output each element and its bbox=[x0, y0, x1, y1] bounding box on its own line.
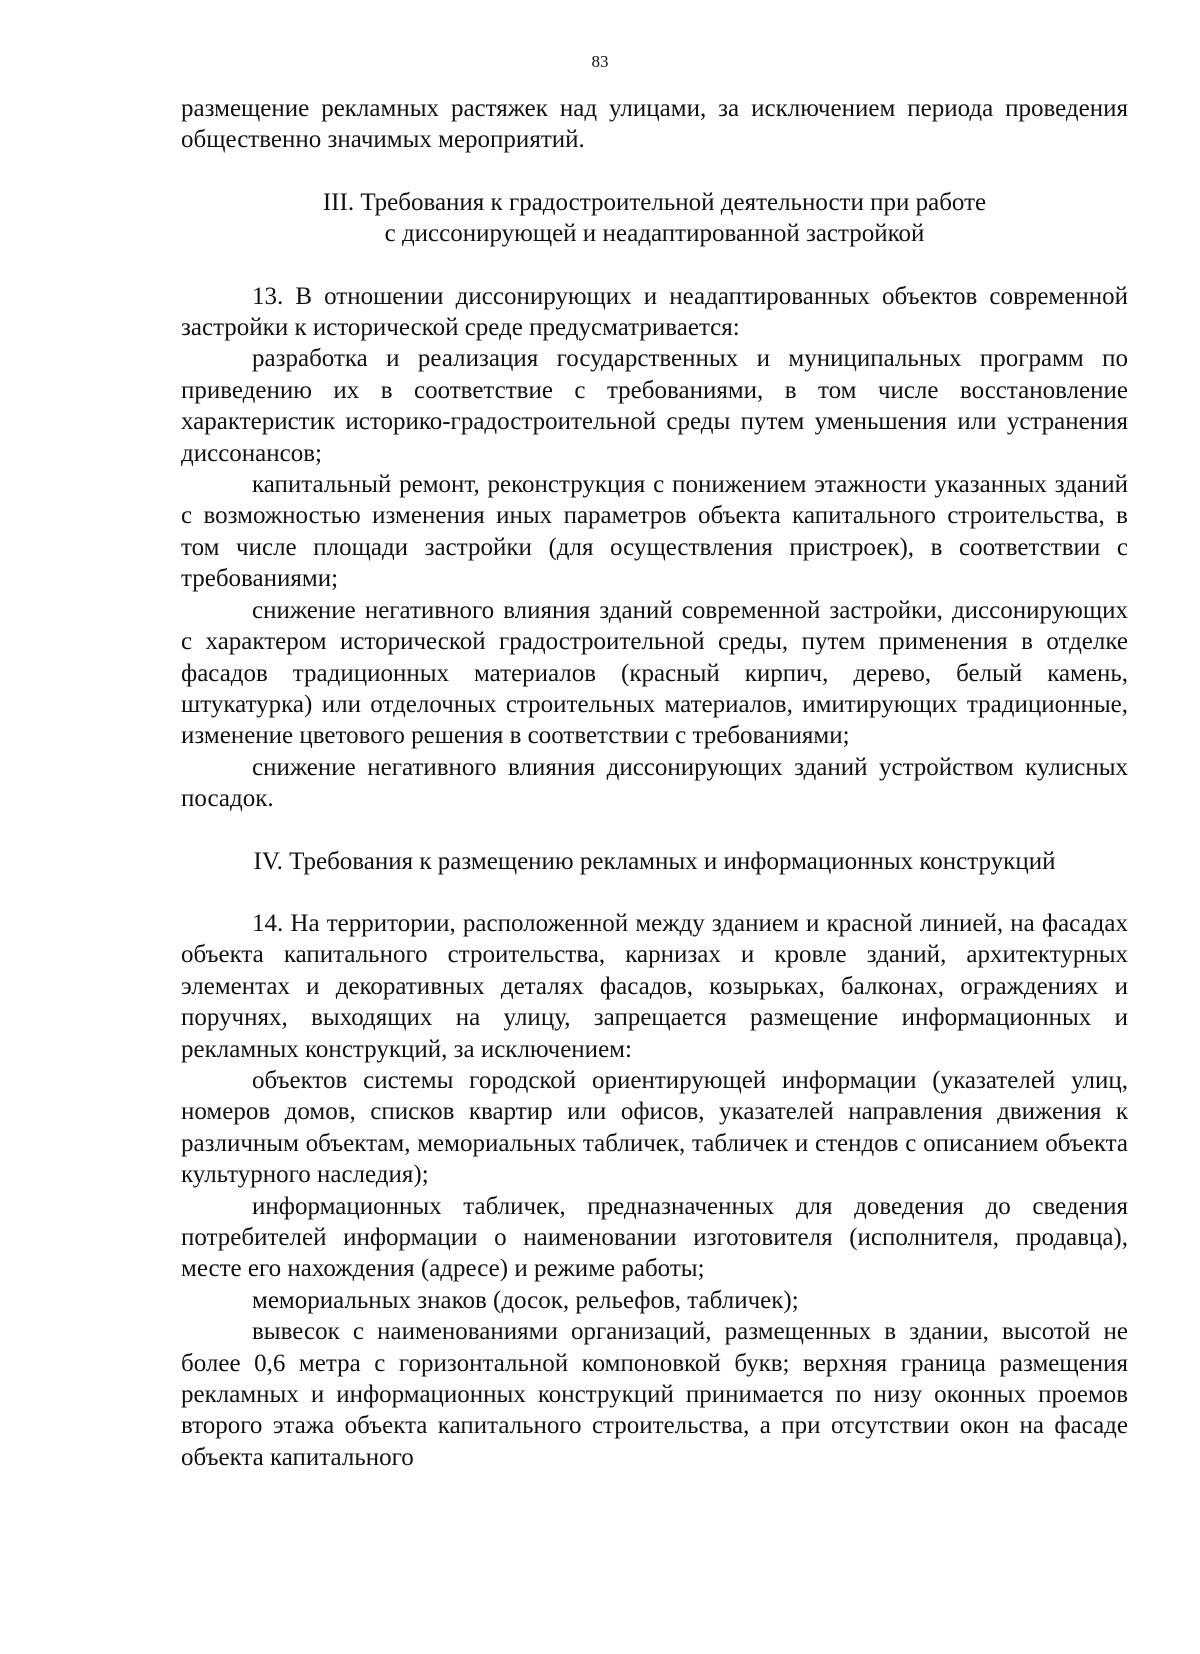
clause-13-item-4: снижение негативного влияния диссонирующих зданий устройством кулисных посадок. bbox=[181, 753, 1128, 813]
section-3-heading-line-2: с диссонирующей и неадаптированной застройкой bbox=[384, 220, 925, 248]
clause-13-item-3: снижение негативного влияния зданий современной застройки, диссонирующих с характером исторической градостроительной среды, путем применения в отделке фасадов традиционных материалов (красный кирпич, дерево, белый камень, штукатурка) или отделочных строительных материалов, имитирующих традиционные, изменение цветового решения в соответствии с требованиями; bbox=[181, 596, 1128, 750]
section-4-heading: IV. Требования к размещению рекламных и информационных конструкций bbox=[253, 847, 1056, 875]
document-body bbox=[181, 93, 1128, 1473]
clause-14-item-2: информационных табличек, предназначенных для доведения до сведения потребителей информации о наименовании изготовителя (исполнителя, продавца), месте его нахождения (адресе) и режиме работы; bbox=[181, 1192, 1128, 1283]
section-3-heading bbox=[181, 187, 1128, 250]
clause-14-item-1: объектов системы городской ориентирующей информации (указателей улиц, номеров домов, списков квартир или офисов, указателей направления движения к различным объектам, мемориальных табличек, табличек и стендов с описанием объекта культурного наследия); bbox=[181, 1066, 1128, 1189]
clause-13-item-2: капитальный ремонт, реконструкция с понижением этажности указанных зданий с возможностью изменения иных параметров объекта капитального строительства, в том числе площади застройки (для осуществления пристроек), в соответствии с требованиями; bbox=[181, 471, 1128, 593]
page-number: 83 bbox=[591, 52, 609, 71]
clause-13-item-1: разработка и реализация государственных и муниципальных программ по приведению их в соответствие с требованиями, в том числе восстановление характеристик историко-градостроительной среды путем уменьшения или устранения диссонансов; bbox=[181, 345, 1128, 467]
clause-14-item-3: мемориальных знаков (досок, рельефов, табличек); bbox=[252, 1286, 799, 1314]
clause-14-item-4: вывесок с наименованиями организаций, размещенных в здании, высотой не более 0,6 метра с горизонтальной компоновкой букв; верхняя граница размещения рекламных и информационных конструкций принимается по низу оконных проемов второго этажа объекта капитального строительства, а при отсутствии окон на фасаде объекта капитального bbox=[181, 1318, 1128, 1471]
clause-14: 14. На территории, расположенной между зданием и красной линией, на фасадах объекта капитального строительства, карнизах и кровле зданий, архитектурных элементах и декоративных деталях фасадов, козырьках, балконах, ограждениях и поручнях, выходящих на улицу, запрещается размещение информационных и рекламных конструкций, за исключением: bbox=[181, 909, 1128, 1063]
section-3-heading-line-1: III. Требования к градостроительной деятельности при работе bbox=[322, 188, 987, 216]
intro-continuation: размещение рекламных растяжек над улицами, за исключением периода проведения общественно значимых мероприятий. bbox=[181, 95, 1128, 154]
clause-13: 13. В отношении диссонирующих и неадаптированных объектов современной застройки к исторической среде предусматривается: bbox=[181, 282, 1128, 342]
